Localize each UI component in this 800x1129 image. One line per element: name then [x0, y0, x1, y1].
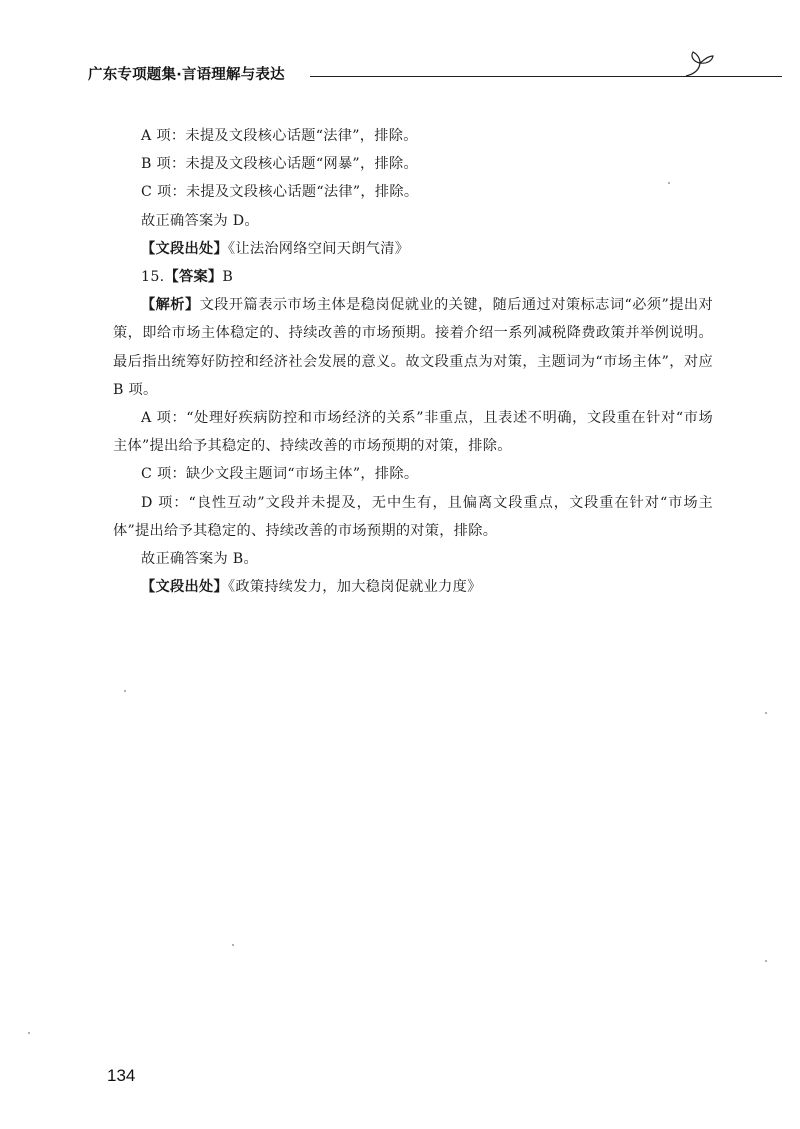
sprout-icon	[682, 48, 718, 78]
source-title: 《让法治网络空间天朗气清》	[227, 240, 410, 257]
running-header	[88, 66, 718, 90]
answer-tag: 【答案】	[164, 269, 223, 286]
option-b-analysis: B 项：未提及文段核心话题“网暴”，排除。	[141, 156, 418, 173]
option-c-analysis: C 项：未提及文段核心话题“法律”，排除。	[141, 184, 419, 201]
conclusion: 故正确答案为 D。	[141, 212, 259, 229]
option-a-analysis: A 项：未提及文段核心话题“法律”，排除。	[141, 128, 418, 144]
question-number: 15.	[141, 269, 165, 286]
answer-explanation	[113, 122, 713, 601]
answer-value: B	[222, 269, 234, 286]
scan-speck	[765, 712, 767, 714]
source-tag: 【文段出处】	[141, 579, 228, 596]
scan-speck	[232, 944, 234, 946]
page-number: 134	[107, 1066, 136, 1085]
source-tag: 【文段出处】	[141, 240, 228, 257]
source-line	[113, 235, 713, 263]
answer-line	[113, 263, 713, 291]
option-d-analysis: D 项：“良性互动”文段并未提及，无中生有，且偏离文段重点，文段重在针对“市场主体”提出给予其稳定的、持续改善的市场预期的对策，排除。	[113, 494, 713, 539]
option-c-analysis: C 项：缺少文段主题词“市场主体”，排除。	[141, 466, 419, 483]
scan-speck	[124, 690, 126, 692]
scan-speck	[28, 1032, 30, 1034]
scan-speck	[668, 182, 670, 184]
scan-speck	[765, 960, 767, 962]
option-a-analysis: A 项：“处理好疾病防控和市场经济的关系”非重点，且表述不明确，文段重在针对“市场主体”提出给予其稳定的、持续改善的市场预期的对策，排除。	[113, 410, 713, 455]
conclusion: 故正确答案为 B。	[141, 551, 258, 568]
analysis-paragraph	[113, 291, 713, 404]
header-title: 广东专项题集·言语理解与表达	[88, 67, 285, 83]
analysis-tag: 【解析】	[141, 297, 200, 314]
source-title: 《政策持续发力，加大稳岗促就业力度》	[227, 579, 482, 596]
analysis-text: 文段开篇表示市场主体是稳岗促就业的关键，随后通过对策标志词“必须”提出对策，即给市场主体稳定的、持续改善的市场预期。接着介绍一系列减税降费政策并举例说明。最后指出统筹好防控和经济社会发展的意义。故文段重点为对策，主题词为“市场主体”，对应 B 项。	[113, 297, 713, 398]
source-line	[113, 573, 713, 601]
